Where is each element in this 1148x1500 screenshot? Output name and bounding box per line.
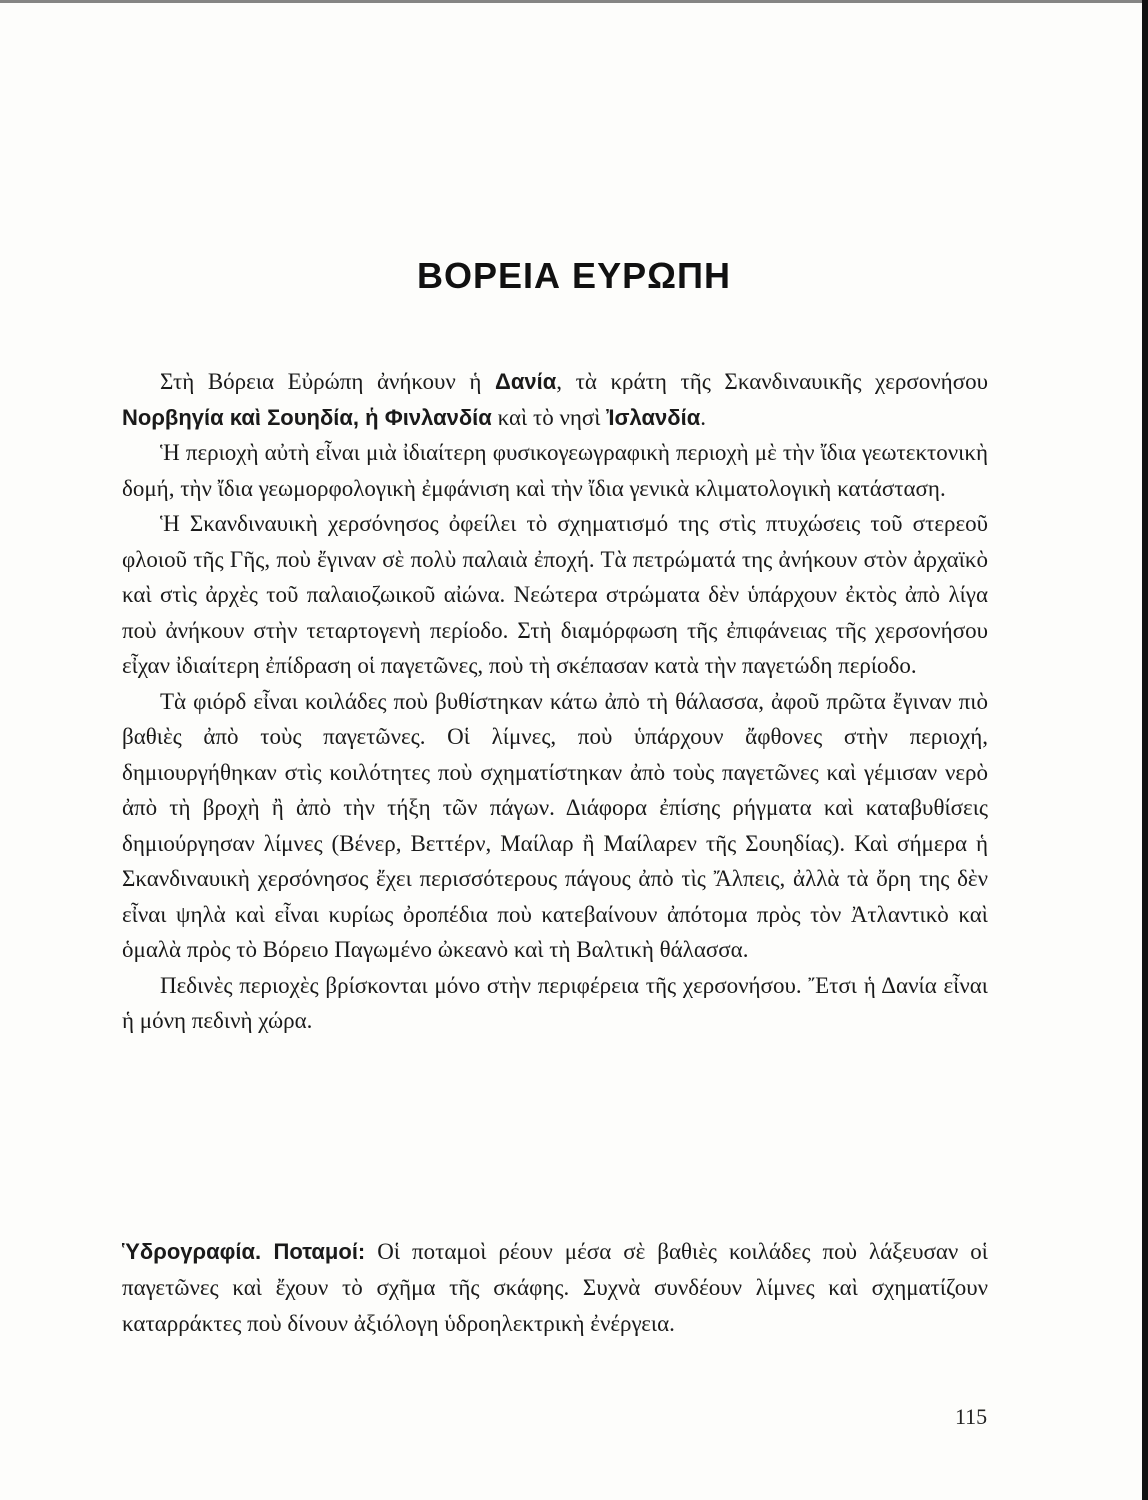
p1-text-1: Στὴ Βόρεια Εὐρώπη ἀνήκουν ἡ (160, 369, 496, 394)
paragraph-3: Ἡ Σκανδιναυικὴ χερσόνησος ὀφείλει τὸ σχηματισμό της στὶς πτυχώσεις τοῦ στερεοῦ φλοιοῦ τῆς Γῆς, ποὺ ἔγιναν σὲ πολὺ παλαιὰ ἐποχή. Τὰ πετρώματά της ἀνήκουν στὸν ἀρχαϊκὸ καὶ στὶς ἀρχὲς τοῦ παλαιοζωικοῦ αἰώνα. Νεώτερα στρώματα δὲν ὑπάρχουν ἐκτὸς ἀπὸ λίγα ποὺ ἀνήκουν στὴν τεταρτογενὴ περίοδο. Στὴ διαμόρφωση τῆς ἐπιφάνειας τῆς χερσονήσου εἶχαν ἰδιαίτερη ἐπίδραση οἱ παγετῶνες, ποὺ τὴ σκέπασαν κατὰ τὴν παγετώδη περίοδο. (122, 511, 988, 678)
p1-text-2: , τὰ κράτη τῆς Σκανδιναυικῆς χερσονήσου (556, 369, 988, 394)
p1-bold-countries: Νορβηγία καὶ Σουηδία, ἡ Φινλανδία (122, 404, 492, 430)
scan-right-edge (1142, 0, 1148, 1500)
paragraph-2: Ἡ περιοχὴ αὐτὴ εἶναι μιὰ ἰδιαίτερη φυσικογεωγραφικὴ περιοχὴ μὲ τὴν ἴδια γεωτεκτονικὴ δομή, τὴν ἴδια γεωμορφολογικὴ ἐμφάνιση καὶ τὴν ἴδια γενικὰ κλιματολογικὴ κατάσταση. (122, 440, 988, 501)
hydrography-text: Οἱ ποταμοὶ ρέουν μέσα σὲ βαθιὲς κοιλάδες ποὺ λάξευσαν οἱ παγετῶνες καὶ ἔχουν τὸ σχῆμα τῆς σκάφης. Συχνὰ συνδέουν λίμνες καὶ σχηματίζουν καταρράκτες ποὺ δίνουν ἀξιόλογη ὑδροηλεκτρικὴ ἐνέργεια. (122, 1239, 988, 1336)
scan-top-edge (0, 0, 1148, 3)
p1-bold-denmark: Δανία (495, 369, 557, 394)
page-number: 115 (955, 1404, 988, 1429)
hydrography-paragraph (122, 1234, 988, 1342)
paragraph-1 (122, 364, 988, 435)
paragraph-4: Τὰ φιόρδ εἶναι κοιλάδες ποὺ βυθίστηκαν κάτω ἀπὸ τὴ θάλασσα, ἀφοῦ πρῶτα ἔγιναν πιὸ βαθιὲς ἀπὸ τοὺς παγετῶνες. Οἱ λίμνες, ποὺ ὑπάρχουν ἄφθονες στὴν περιοχή, δημιουργήθηκαν στὶς κοιλότητες ποὺ σχηματίστηκαν ἀπὸ τοὺς παγετῶνες καὶ γέμισαν νερὸ ἀπὸ τὴ βροχὴ ἢ ἀπὸ τὴν τήξη τῶν πάγων. Διάφορα ἐπίσης ρήγματα καὶ καταβυθίσεις δημιούργησαν λίμνες (Βένερ, Βεττέρν, Μαίλαρ ἢ Μαίλαρεν τῆς Σουηδίας). Καὶ σήμερα ἡ Σκανδιναυικὴ χερσόνησος ἔχει περισσότερους πάγους ἀπὸ τὶς Ἄλπεις, ἀλλὰ τὰ ὄρη της δὲν εἶναι ψηλὰ καὶ εἶναι κυρίως ὀροπέδια ποὺ κατεβαίνουν ἀπότομα πρὸς τὸν Ἀτλαντικὸ καὶ ὁμαλὰ πρὸς τὸ Βόρειο Παγωμένο ὠκεανὸ καὶ τὴ Βαλτικὴ θάλασσα. (122, 688, 988, 962)
main-text (122, 364, 988, 1039)
p1-text-4: . (700, 404, 706, 430)
hydrography-section (122, 1234, 988, 1342)
hydrography-heading: Ὑδρογραφία. Ποταμοί: (122, 1239, 366, 1264)
p1-text-3: καὶ τὸ νησὶ (491, 404, 607, 430)
p1-bold-iceland: Ἰσλανδία (606, 404, 701, 430)
paragraph-5: Πεδινὲς περιοχὲς βρίσκονται μόνο στὴν περιφέρεια τῆς χερσονήσου. Ἔτσι ἡ Δανία εἶναι ἡ μόνη πεδινὴ χώρα. (122, 972, 988, 1033)
chapter-title: ΒΟΡΕΙΑ ΕΥΡΩΠΗ (417, 255, 731, 296)
